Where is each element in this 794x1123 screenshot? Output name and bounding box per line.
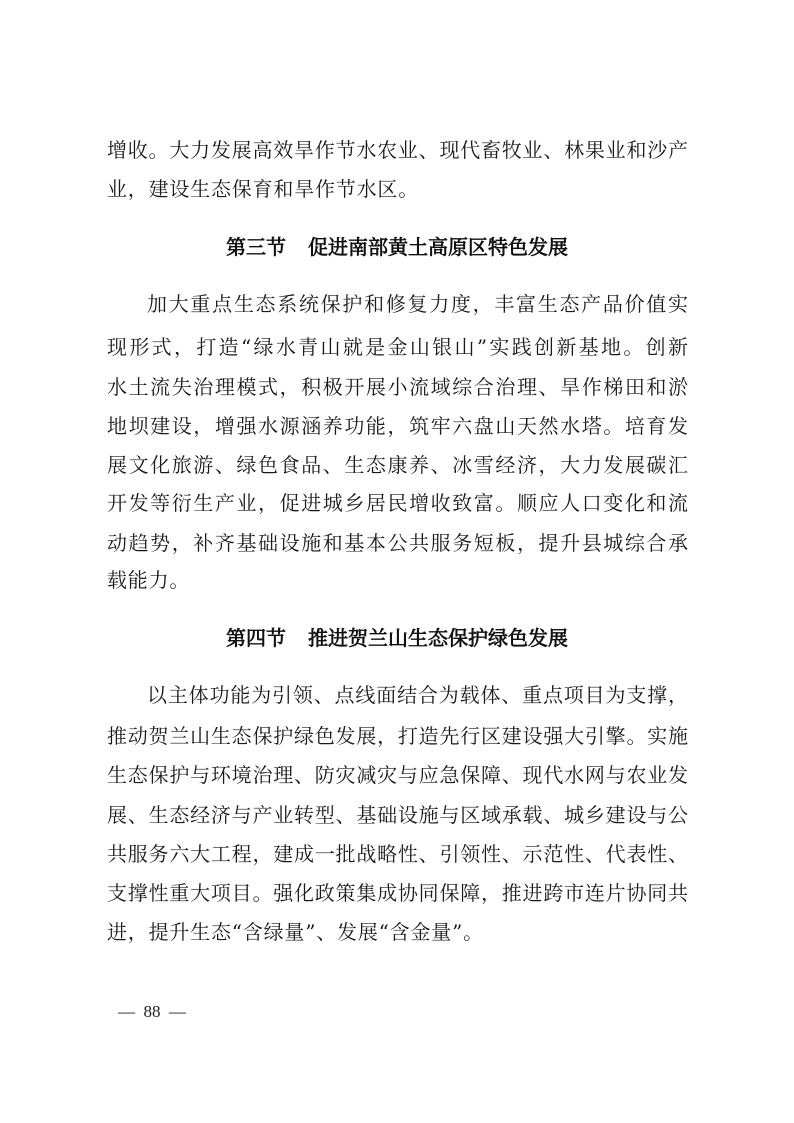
paragraph-line: 进，提升生态“含绿量”、发展“含金量”。: [107, 920, 484, 944]
page-number: — 88 —: [118, 1002, 186, 1021]
section-number: 第三节: [226, 235, 286, 259]
paragraph-line: 载能力。: [107, 568, 191, 592]
section-heading-4: [0, 624, 794, 652]
section-title: 促进南部黄土高原区特色发展: [308, 235, 568, 259]
section-heading-3: [0, 233, 794, 261]
paragraph-line: 地坝建设，增强水源涵养功能，筑牢六盘山天然水塔。培育发: [107, 414, 688, 438]
section-title: 推进贺兰山生态保护绿色发展: [308, 626, 568, 650]
paragraph-line: 展文化旅游、绿色食品、生态康养、冰雪经济，大力发展碳汇: [107, 453, 688, 477]
paragraph-line: 业，建设生态保育和旱作节水区。: [107, 177, 419, 201]
paragraph-line: 开发等衍生产业，促进城乡居民增收致富。顺应人口变化和流: [107, 491, 688, 515]
paragraph-line: 生态保护与环境治理、防灾减灾与应急保障、现代水网与农业发: [107, 763, 688, 787]
paragraph-line: 增收。大力发展高效旱作节水农业、现代畜牧业、林果业和沙产: [107, 138, 688, 162]
paragraph-line: 以主体功能为引领、点线面结合为载体、重点项目为支撑，: [147, 683, 688, 707]
paragraph-line: 加大重点生态系统保护和修复力度，丰富生态产品价值实: [147, 292, 688, 316]
paragraph-line: 共服务六大工程，建成一批战略性、引领性、示范性、代表性、: [107, 842, 688, 866]
paragraph-line: 推动贺兰山生态保护绿色发展，打造先行区建设强大引擎。实施: [107, 724, 688, 748]
paragraph-line: 水土流失治理模式，积极开展小流域综合治理、旱作梯田和淤: [107, 375, 688, 399]
paragraph-line: 展、生态经济与产业转型、基础设施与区域承载、城乡建设与公: [107, 803, 688, 827]
paragraph-line: 动趋势，补齐基础设施和基本公共服务短板，提升县城综合承: [107, 531, 688, 555]
paragraph-line: 现形式，打造“绿水青山就是金山银山”实践创新基地。创新: [107, 335, 688, 359]
paragraph-line: 支撑性重大项目。强化政策集成协同保障，推进跨市连片协同共: [107, 881, 688, 905]
section-number: 第四节: [226, 626, 286, 650]
